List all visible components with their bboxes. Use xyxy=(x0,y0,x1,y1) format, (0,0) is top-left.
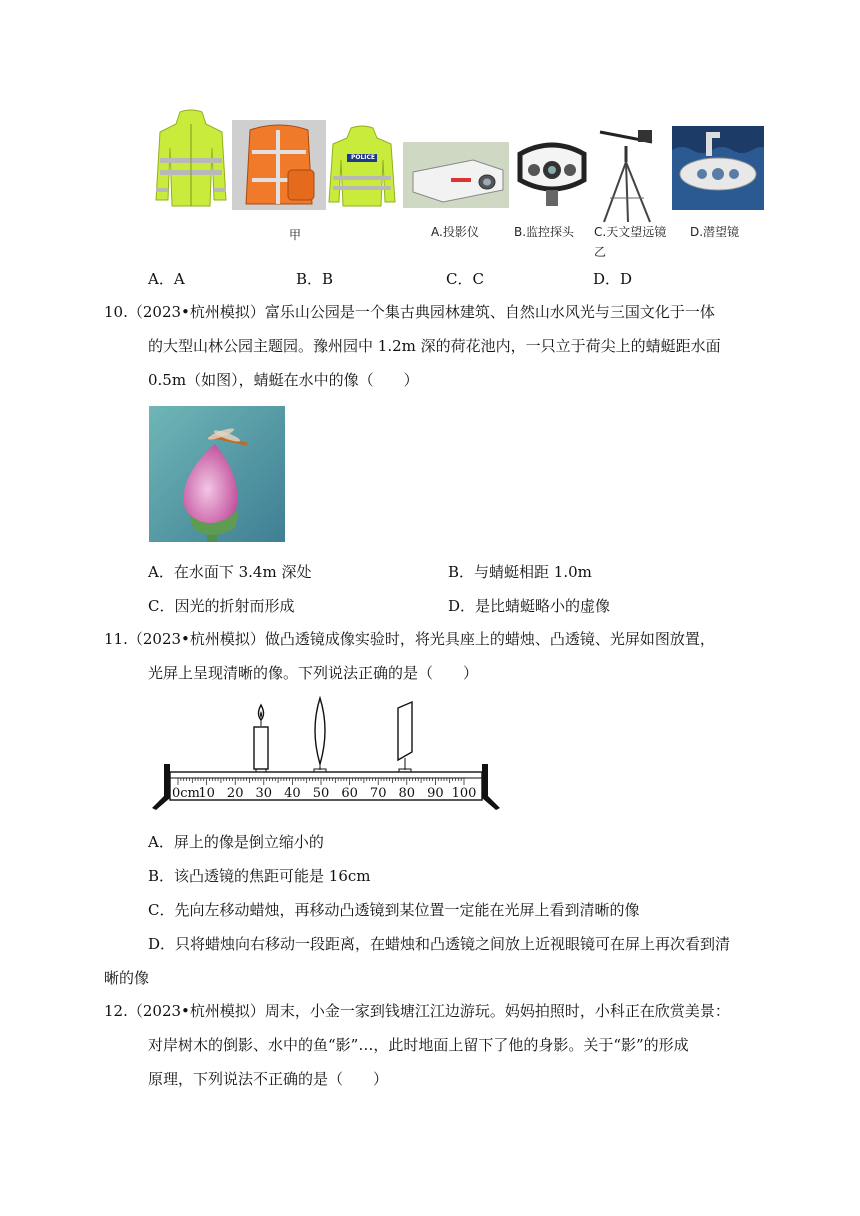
q12-line-3: 原理，下列说法不正确的是（ ） xyxy=(148,1070,389,1088)
camera-image xyxy=(512,136,592,208)
light-screen-icon xyxy=(398,702,412,775)
q10-option-c: C．因光的折射而形成 xyxy=(148,597,295,615)
figure-label-b: B.监控探头 xyxy=(514,225,575,239)
q9-option-c: C．C xyxy=(446,270,484,288)
ruler-label: 100 xyxy=(451,786,477,801)
figure-label-a: A.投影仪 xyxy=(431,225,479,239)
q12-line-1: 12.（2023•杭州模拟）周末，小金一家到钱塘江江边游玩。妈妈拍照时，小科正在欣赏美景： xyxy=(104,1002,730,1020)
q12-line-2: 对岸树木的倒影、水中的鱼“影”…，此时地面上留下了他的身影。关于“影”的形成 xyxy=(148,1036,689,1054)
q10-option-b: B．与蜻蜓相距 1.0m xyxy=(448,563,592,581)
q11-option-d: D．只将蜡烛向右移动一段距离，在蜡烛和凸透镜之间放上近视眼镜可在屏上再次看到清 xyxy=(148,935,731,953)
telescope-image xyxy=(592,122,668,224)
police-label: POLICE xyxy=(350,154,376,161)
ruler-label: 50 xyxy=(312,786,330,801)
ruler-label: 70 xyxy=(369,786,387,801)
figure-label-d: D.潜望镜 xyxy=(690,225,740,239)
ruler-label: 10 xyxy=(198,786,215,801)
q11-line-2: 光屏上呈现清晰的像。下列说法正确的是（ ） xyxy=(148,664,479,682)
ruler-label: 40 xyxy=(284,786,301,801)
q9-option-b: B．B xyxy=(296,270,334,288)
optical-bench-diagram xyxy=(148,694,504,818)
q11-line-1: 11.（2023•杭州模拟）做凸透镜成像实验时，将光具座上的蜡烛、凸透镜、光屏如图放置， xyxy=(104,630,715,648)
ruler-label: 60 xyxy=(341,786,358,801)
ruler-label: 30 xyxy=(255,786,273,801)
q11-option-c: C．先向左移动蜡烛，再移动凸透镜到某位置一定能在光屏上看到清晰的像 xyxy=(148,901,640,919)
ruler-label: 0cm xyxy=(172,786,200,801)
figure-label-c: C.天文望远镜 xyxy=(594,225,667,239)
raincoat-image xyxy=(152,108,230,208)
q11-option-a: A．屏上的像是倒立缩小的 xyxy=(148,833,324,851)
figure-label-yi: 乙 xyxy=(594,245,607,259)
dragonfly-lotus-image xyxy=(149,406,285,542)
candle-icon xyxy=(254,705,268,775)
figure-label-jia: 甲 xyxy=(289,228,302,242)
periscope-image xyxy=(672,126,764,210)
q10-line-2: 的大型山林公园主题园。豫州园中 1.2m 深的荷花池内，一只立于荷尖上的蜻蜓距水面 xyxy=(148,337,721,355)
backpack-image xyxy=(232,120,326,210)
q10-line-1: 10.（2023•杭州模拟）富乐山公园是一个集古典园林建筑、自然山水风光与三国文化于一体 xyxy=(104,303,715,321)
q9-option-a: A．A xyxy=(148,270,185,288)
q10-line-3: 0.5m（如图），蜻蜓在水中的像（ ） xyxy=(148,371,419,389)
ruler-label: 80 xyxy=(398,786,416,801)
ruler-label: 90 xyxy=(427,786,444,801)
q11-option-d-continued: 晰的像 xyxy=(104,969,150,987)
q10-option-d: D．是比蜻蜓略小的虚像 xyxy=(448,597,611,615)
police-jacket-image xyxy=(327,124,397,208)
q10-option-a: A．在水面下 3.4m 深处 xyxy=(148,563,312,581)
ruler-label: 20 xyxy=(226,786,244,801)
q11-option-b: B．该凸透镜的焦距可能是 16cm xyxy=(148,867,371,885)
projector-image xyxy=(403,142,509,208)
q9-option-d: D．D xyxy=(593,270,633,288)
convex-lens-icon xyxy=(314,698,326,775)
